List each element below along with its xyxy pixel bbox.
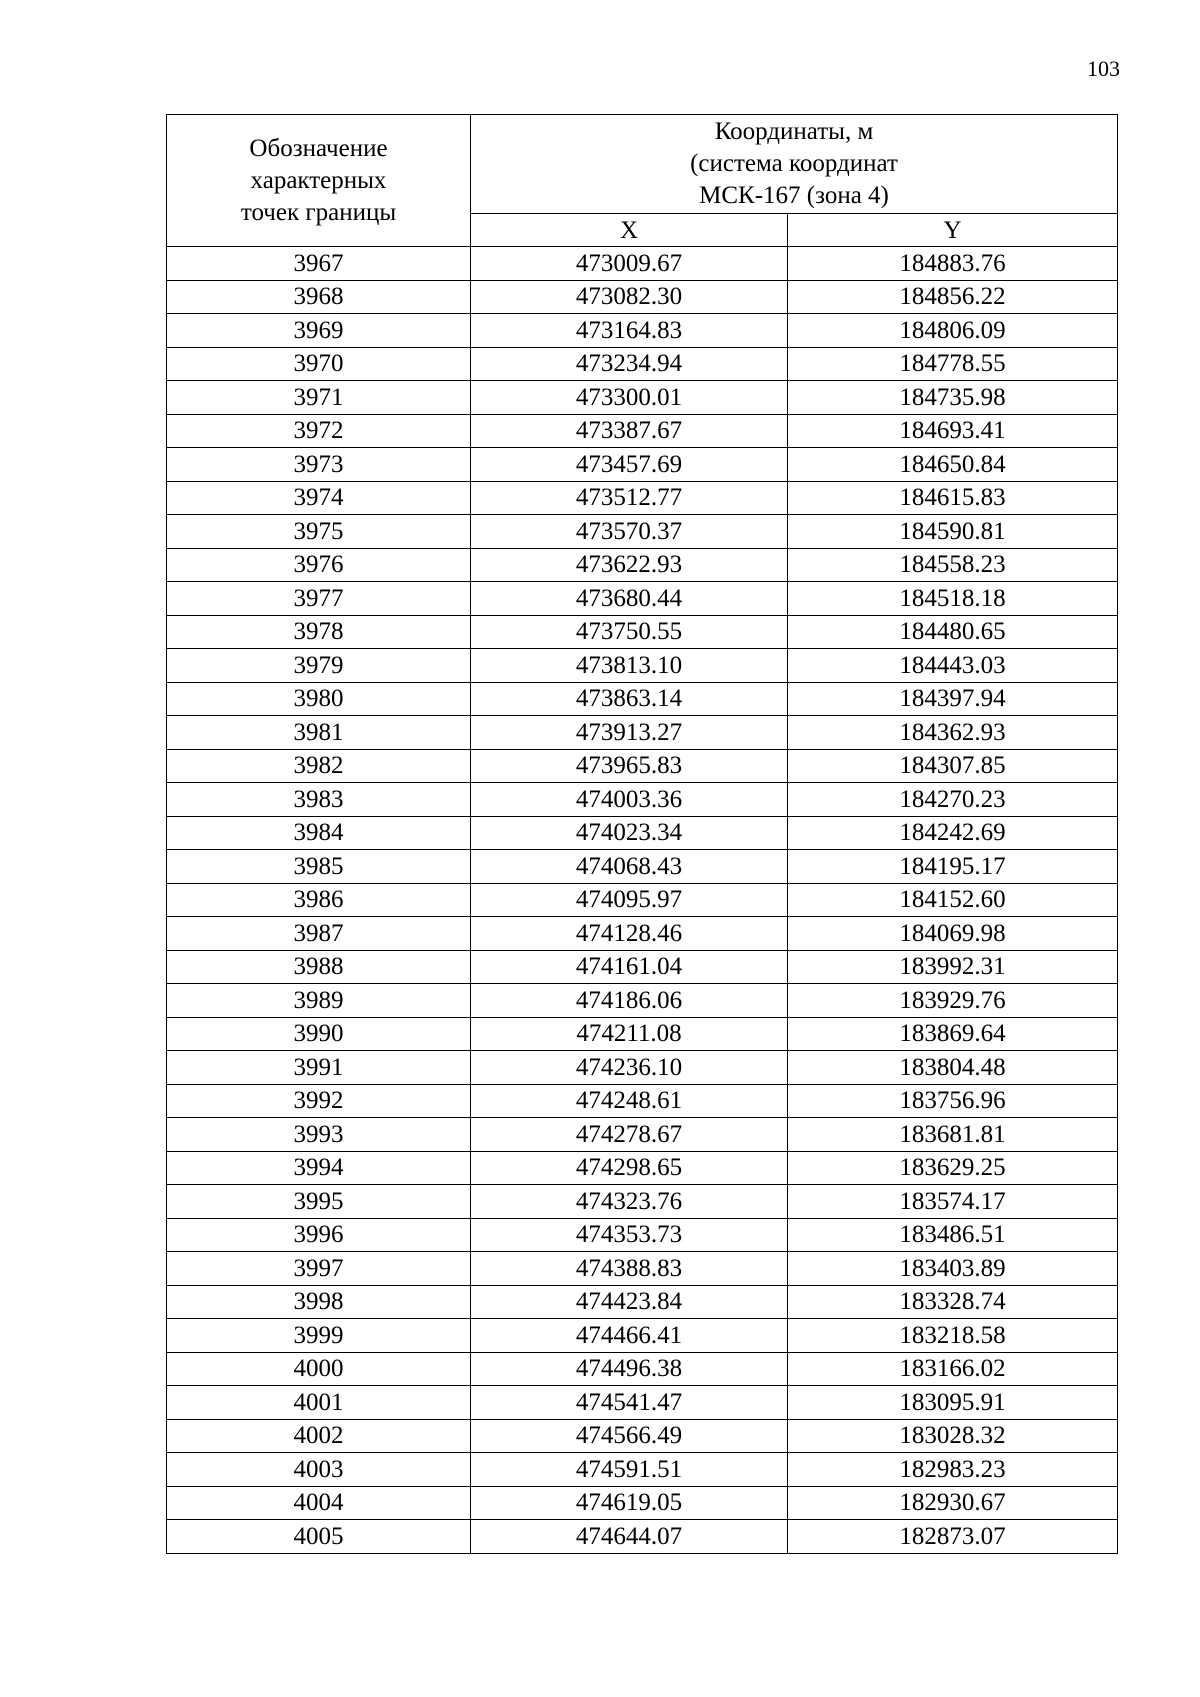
point-id-cell: 3978 xyxy=(167,615,471,649)
table-row xyxy=(167,816,1118,850)
y-coordinate-cell: 183328.74 xyxy=(788,1285,1118,1319)
point-id-cell: 3982 xyxy=(167,749,471,783)
point-id-cell: 4001 xyxy=(167,1386,471,1420)
y-coordinate-cell: 183804.48 xyxy=(788,1051,1118,1085)
point-id-cell: 4004 xyxy=(167,1486,471,1520)
point-id-cell: 3999 xyxy=(167,1319,471,1353)
y-coordinate-cell: 184693.41 xyxy=(788,414,1118,448)
y-coordinate-cell: 182873.07 xyxy=(788,1520,1118,1554)
point-id-cell: 3984 xyxy=(167,816,471,850)
y-coordinate-cell: 184883.76 xyxy=(788,247,1118,281)
x-coordinate-cell: 474466.41 xyxy=(471,1319,788,1353)
point-id-cell: 3970 xyxy=(167,347,471,381)
x-coordinate-cell: 474619.05 xyxy=(471,1486,788,1520)
x-coordinate-cell: 474644.07 xyxy=(471,1520,788,1554)
table-row xyxy=(167,247,1118,281)
y-coordinate-cell: 183929.76 xyxy=(788,984,1118,1018)
y-coordinate-cell: 184195.17 xyxy=(788,850,1118,884)
x-coordinate-cell: 473300.01 xyxy=(471,381,788,415)
y-coordinate-cell: 184152.60 xyxy=(788,883,1118,917)
point-id-cell: 4000 xyxy=(167,1352,471,1386)
y-coordinate-cell: 184307.85 xyxy=(788,749,1118,783)
point-id-cell: 3975 xyxy=(167,515,471,549)
y-coordinate-cell: 184778.55 xyxy=(788,347,1118,381)
table-row xyxy=(167,1520,1118,1554)
y-coordinate-cell: 184590.81 xyxy=(788,515,1118,549)
y-coordinate-cell: 183218.58 xyxy=(788,1319,1118,1353)
x-coordinate-cell: 473680.44 xyxy=(471,582,788,616)
y-column-header: Y xyxy=(788,214,1118,247)
x-coordinate-cell: 473570.37 xyxy=(471,515,788,549)
table-row xyxy=(167,1084,1118,1118)
table-row xyxy=(167,1017,1118,1051)
point-id-cell: 3995 xyxy=(167,1185,471,1219)
y-coordinate-cell: 184362.93 xyxy=(788,716,1118,750)
point-id-cell: 3986 xyxy=(167,883,471,917)
table-row xyxy=(167,1118,1118,1152)
y-coordinate-cell: 183869.64 xyxy=(788,1017,1118,1051)
x-coordinate-cell: 473164.83 xyxy=(471,314,788,348)
x-coordinate-cell: 474211.08 xyxy=(471,1017,788,1051)
table-row xyxy=(167,716,1118,750)
y-coordinate-cell: 182930.67 xyxy=(788,1486,1118,1520)
x-coordinate-cell: 474186.06 xyxy=(471,984,788,1018)
table-row xyxy=(167,582,1118,616)
x-coordinate-cell: 473512.77 xyxy=(471,481,788,515)
point-id-cell: 3985 xyxy=(167,850,471,884)
y-coordinate-cell: 184242.69 xyxy=(788,816,1118,850)
y-coordinate-cell: 183095.91 xyxy=(788,1386,1118,1420)
table-row xyxy=(167,649,1118,683)
point-id-cell: 3988 xyxy=(167,950,471,984)
coordinates-header-line: МСК-167 (зона 4) xyxy=(699,182,889,209)
point-id-cell: 3996 xyxy=(167,1218,471,1252)
table-row xyxy=(167,950,1118,984)
table-row xyxy=(167,682,1118,716)
point-id-cell: 3967 xyxy=(167,247,471,281)
point-id-cell: 3997 xyxy=(167,1252,471,1286)
y-coordinate-cell: 183756.96 xyxy=(788,1084,1118,1118)
y-coordinate-cell: 184856.22 xyxy=(788,280,1118,314)
x-column-header: X xyxy=(471,214,788,247)
table-row xyxy=(167,515,1118,549)
x-coordinate-cell: 473234.94 xyxy=(471,347,788,381)
point-id-cell: 3968 xyxy=(167,280,471,314)
table-row xyxy=(167,850,1118,884)
point-id-cell: 3980 xyxy=(167,682,471,716)
x-coordinate-cell: 474541.47 xyxy=(471,1386,788,1420)
x-coordinate-cell: 474003.36 xyxy=(471,783,788,817)
coordinates-table xyxy=(166,114,1118,1554)
y-coordinate-cell: 184806.09 xyxy=(788,314,1118,348)
point-id-cell: 3990 xyxy=(167,1017,471,1051)
x-coordinate-cell: 473913.27 xyxy=(471,716,788,750)
y-coordinate-cell: 184615.83 xyxy=(788,481,1118,515)
table-row xyxy=(167,1252,1118,1286)
y-coordinate-cell: 183486.51 xyxy=(788,1218,1118,1252)
point-designation-header xyxy=(167,115,471,247)
point-id-cell: 3989 xyxy=(167,984,471,1018)
x-coordinate-cell: 473009.67 xyxy=(471,247,788,281)
coordinates-header-line: (система координат xyxy=(690,150,898,177)
y-coordinate-cell: 183574.17 xyxy=(788,1185,1118,1219)
y-coordinate-cell: 183166.02 xyxy=(788,1352,1118,1386)
table-row xyxy=(167,414,1118,448)
y-coordinate-cell: 183028.32 xyxy=(788,1419,1118,1453)
y-coordinate-cell: 184480.65 xyxy=(788,615,1118,649)
point-header-line: точек границы xyxy=(240,198,397,226)
x-coordinate-cell: 473750.55 xyxy=(471,615,788,649)
coordinates-header xyxy=(471,115,1118,214)
x-coordinate-cell: 474095.97 xyxy=(471,883,788,917)
table-row xyxy=(167,1051,1118,1085)
y-coordinate-cell: 184069.98 xyxy=(788,917,1118,951)
table-row xyxy=(167,1319,1118,1353)
point-id-cell: 3974 xyxy=(167,481,471,515)
point-id-cell: 3998 xyxy=(167,1285,471,1319)
table-row xyxy=(167,749,1118,783)
x-coordinate-cell: 473387.67 xyxy=(471,414,788,448)
x-coordinate-cell: 474496.38 xyxy=(471,1352,788,1386)
y-coordinate-cell: 184518.18 xyxy=(788,582,1118,616)
page-number: 103 xyxy=(1087,56,1120,81)
table-header-row xyxy=(167,115,1118,214)
y-coordinate-cell: 184650.84 xyxy=(788,448,1118,482)
point-id-cell: 3973 xyxy=(167,448,471,482)
table-row xyxy=(167,1185,1118,1219)
x-coordinate-cell: 473813.10 xyxy=(471,649,788,683)
table-row xyxy=(167,1218,1118,1252)
point-id-cell: 3972 xyxy=(167,414,471,448)
point-id-cell: 4003 xyxy=(167,1453,471,1487)
y-coordinate-cell: 184558.23 xyxy=(788,548,1118,582)
point-id-cell: 3987 xyxy=(167,917,471,951)
table-row xyxy=(167,1151,1118,1185)
point-id-cell: 4002 xyxy=(167,1419,471,1453)
x-coordinate-cell: 474278.67 xyxy=(471,1118,788,1152)
x-coordinate-cell: 474298.65 xyxy=(471,1151,788,1185)
x-coordinate-cell: 474388.83 xyxy=(471,1252,788,1286)
table-row xyxy=(167,481,1118,515)
table-row xyxy=(167,1386,1118,1420)
table-row xyxy=(167,280,1118,314)
table-body xyxy=(167,247,1118,1554)
x-coordinate-cell: 474423.84 xyxy=(471,1285,788,1319)
table-row xyxy=(167,347,1118,381)
point-id-cell: 3979 xyxy=(167,649,471,683)
x-coordinate-cell: 474128.46 xyxy=(471,917,788,951)
y-coordinate-cell: 183629.25 xyxy=(788,1151,1118,1185)
table-row xyxy=(167,381,1118,415)
y-coordinate-cell: 183681.81 xyxy=(788,1118,1118,1152)
point-id-cell: 3983 xyxy=(167,783,471,817)
coordinates-header-line: Координаты, м xyxy=(714,118,874,145)
point-id-cell: 3971 xyxy=(167,381,471,415)
x-coordinate-cell: 473082.30 xyxy=(471,280,788,314)
x-coordinate-cell: 473457.69 xyxy=(471,448,788,482)
point-id-cell: 3994 xyxy=(167,1151,471,1185)
x-coordinate-cell: 474591.51 xyxy=(471,1453,788,1487)
point-id-cell: 3977 xyxy=(167,582,471,616)
point-header-line: Обозначение xyxy=(249,134,388,162)
table-row xyxy=(167,1453,1118,1487)
point-id-cell: 3981 xyxy=(167,716,471,750)
table-row xyxy=(167,448,1118,482)
table-row xyxy=(167,883,1118,917)
x-coordinate-cell: 473965.83 xyxy=(471,749,788,783)
point-id-cell: 3993 xyxy=(167,1118,471,1152)
table-row xyxy=(167,1352,1118,1386)
x-coordinate-cell: 474236.10 xyxy=(471,1051,788,1085)
x-coordinate-cell: 474023.34 xyxy=(471,816,788,850)
point-id-cell: 3976 xyxy=(167,548,471,582)
y-coordinate-cell: 183992.31 xyxy=(788,950,1118,984)
table-row xyxy=(167,917,1118,951)
y-coordinate-cell: 184270.23 xyxy=(788,783,1118,817)
table-row xyxy=(167,984,1118,1018)
point-id-cell: 3991 xyxy=(167,1051,471,1085)
x-coordinate-cell: 474566.49 xyxy=(471,1419,788,1453)
table-row xyxy=(167,1285,1118,1319)
x-coordinate-cell: 473863.14 xyxy=(471,682,788,716)
point-id-cell: 3992 xyxy=(167,1084,471,1118)
point-header-line: характерных xyxy=(250,166,387,194)
x-coordinate-cell: 474161.04 xyxy=(471,950,788,984)
y-coordinate-cell: 183403.89 xyxy=(788,1252,1118,1286)
table-row xyxy=(167,1486,1118,1520)
table-row xyxy=(167,548,1118,582)
x-coordinate-cell: 473622.93 xyxy=(471,548,788,582)
y-coordinate-cell: 184443.03 xyxy=(788,649,1118,683)
x-coordinate-cell: 474353.73 xyxy=(471,1218,788,1252)
y-coordinate-cell: 184397.94 xyxy=(788,682,1118,716)
y-coordinate-cell: 184735.98 xyxy=(788,381,1118,415)
point-id-cell: 4005 xyxy=(167,1520,471,1554)
x-coordinate-cell: 474248.61 xyxy=(471,1084,788,1118)
table-row xyxy=(167,1419,1118,1453)
table-row xyxy=(167,314,1118,348)
table-row xyxy=(167,783,1118,817)
y-coordinate-cell: 182983.23 xyxy=(788,1453,1118,1487)
x-coordinate-cell: 474323.76 xyxy=(471,1185,788,1219)
point-id-cell: 3969 xyxy=(167,314,471,348)
table-row xyxy=(167,615,1118,649)
x-coordinate-cell: 474068.43 xyxy=(471,850,788,884)
